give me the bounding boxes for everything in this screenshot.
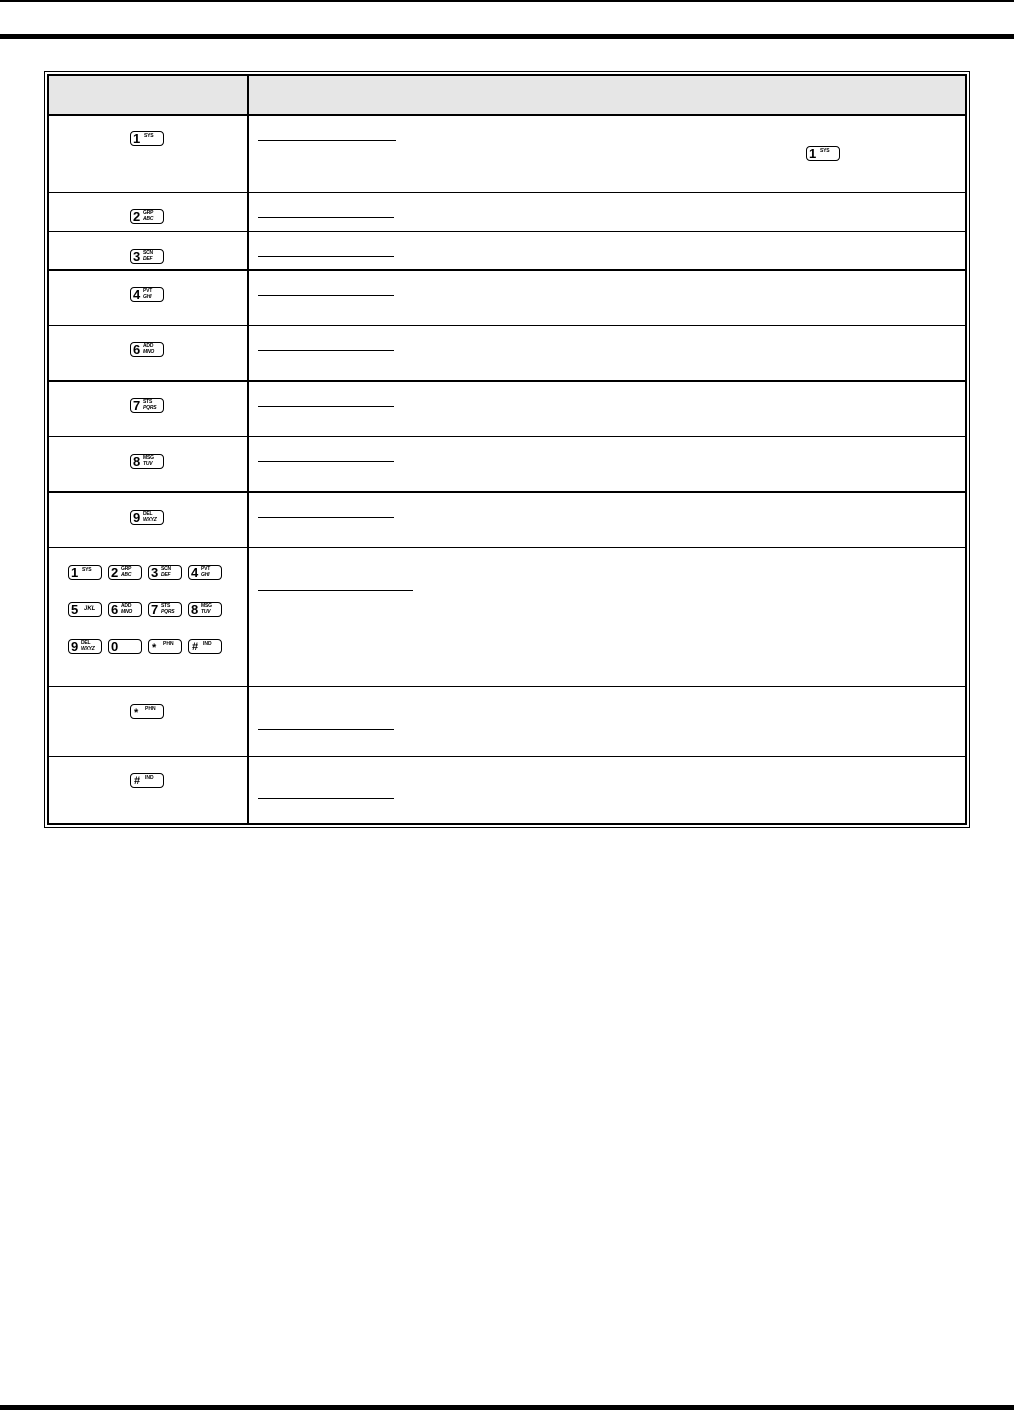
key-cell [49, 193, 247, 231]
key-6-add-icon: 6 ADD MNO [130, 342, 164, 357]
heading-underline [258, 256, 394, 257]
footer-rule-thick [0, 1405, 1014, 1410]
table-row [49, 548, 965, 687]
keypad-cell [49, 548, 247, 686]
table-row [49, 326, 965, 382]
description-cell [249, 437, 965, 491]
key-0-icon: 0 [108, 639, 142, 654]
table-row [49, 757, 965, 823]
key-2-grp-icon: 2 GRP ABC [108, 565, 142, 580]
key-cell [49, 326, 247, 380]
heading-underline [258, 729, 394, 730]
key-1-sys-inline-icon: 1 SYS [806, 146, 840, 161]
key-2-grp-icon: 2 GRP ABC [130, 209, 164, 224]
key-3-scn-icon: 3 SCN DEF [148, 565, 182, 580]
table-row [49, 271, 965, 326]
description-cell [249, 193, 965, 231]
key-1-sys-icon: 1 SYS [68, 565, 102, 580]
key-cell [49, 493, 247, 547]
key-6-add-icon: 6 ADD MNO [108, 602, 142, 617]
column-divider [247, 76, 249, 823]
table-row [49, 437, 965, 493]
key-hash-ind-icon: # IND [130, 773, 164, 788]
table-row [49, 193, 965, 232]
key-cell [49, 382, 247, 436]
header-rule-thin [0, 0, 1014, 2]
table-header-row [49, 76, 965, 116]
key-star-phn-icon: * PHN [130, 704, 164, 719]
key-7-sts-icon: 7 STS PQRS [130, 398, 164, 413]
table-row [49, 382, 965, 437]
table-row [49, 232, 965, 271]
key-cell [49, 232, 247, 269]
key-9-del-icon: 9 DEL WXYZ [130, 510, 164, 525]
table-row [49, 687, 965, 757]
table-row [49, 493, 965, 548]
key-cell [49, 757, 247, 823]
key-hash-ind-icon: # IND [188, 639, 222, 654]
heading-underline [258, 461, 394, 462]
key-9-del-icon: 9 DEL WXYZ [68, 639, 102, 654]
heading-underline [258, 517, 394, 518]
heading-underline [258, 350, 394, 351]
description-cell [249, 382, 965, 436]
description-cell [249, 548, 965, 686]
key-cell [49, 271, 247, 325]
key-4-pvt-icon: 4 PVT GHI [130, 287, 164, 302]
description-cell [249, 493, 965, 547]
key-5-icon: 5 JKL [68, 602, 102, 617]
description-cell [249, 687, 965, 756]
key-cell [49, 437, 247, 491]
table-row [49, 116, 965, 193]
description-cell [249, 271, 965, 325]
keypad-function-table [47, 74, 967, 825]
key-cell [49, 116, 247, 192]
key-star-phn-icon: * PHN [148, 639, 182, 654]
key-1-sys-icon: 1 SYS [130, 131, 164, 146]
heading-underline [258, 406, 394, 407]
key-3-scn-icon: 3 SCN DEF [130, 249, 164, 264]
key-8-msg-icon: 8 MSG TUV [130, 454, 164, 469]
heading-underline [258, 140, 396, 141]
key-cell [49, 687, 247, 756]
key-7-sts-icon: 7 STS PQRS [148, 602, 182, 617]
description-cell [249, 232, 965, 269]
heading-underline [258, 295, 394, 296]
header-rule-thick [0, 34, 1014, 39]
heading-underline [258, 798, 394, 799]
description-cell [249, 326, 965, 380]
key-8-msg-icon: 8 MSG TUV [188, 602, 222, 617]
description-cell [249, 757, 965, 823]
heading-underline [258, 590, 413, 591]
heading-underline [258, 217, 394, 218]
key-4-pvt-icon: 4 PVT GHI [188, 565, 222, 580]
description-cell [249, 116, 965, 192]
